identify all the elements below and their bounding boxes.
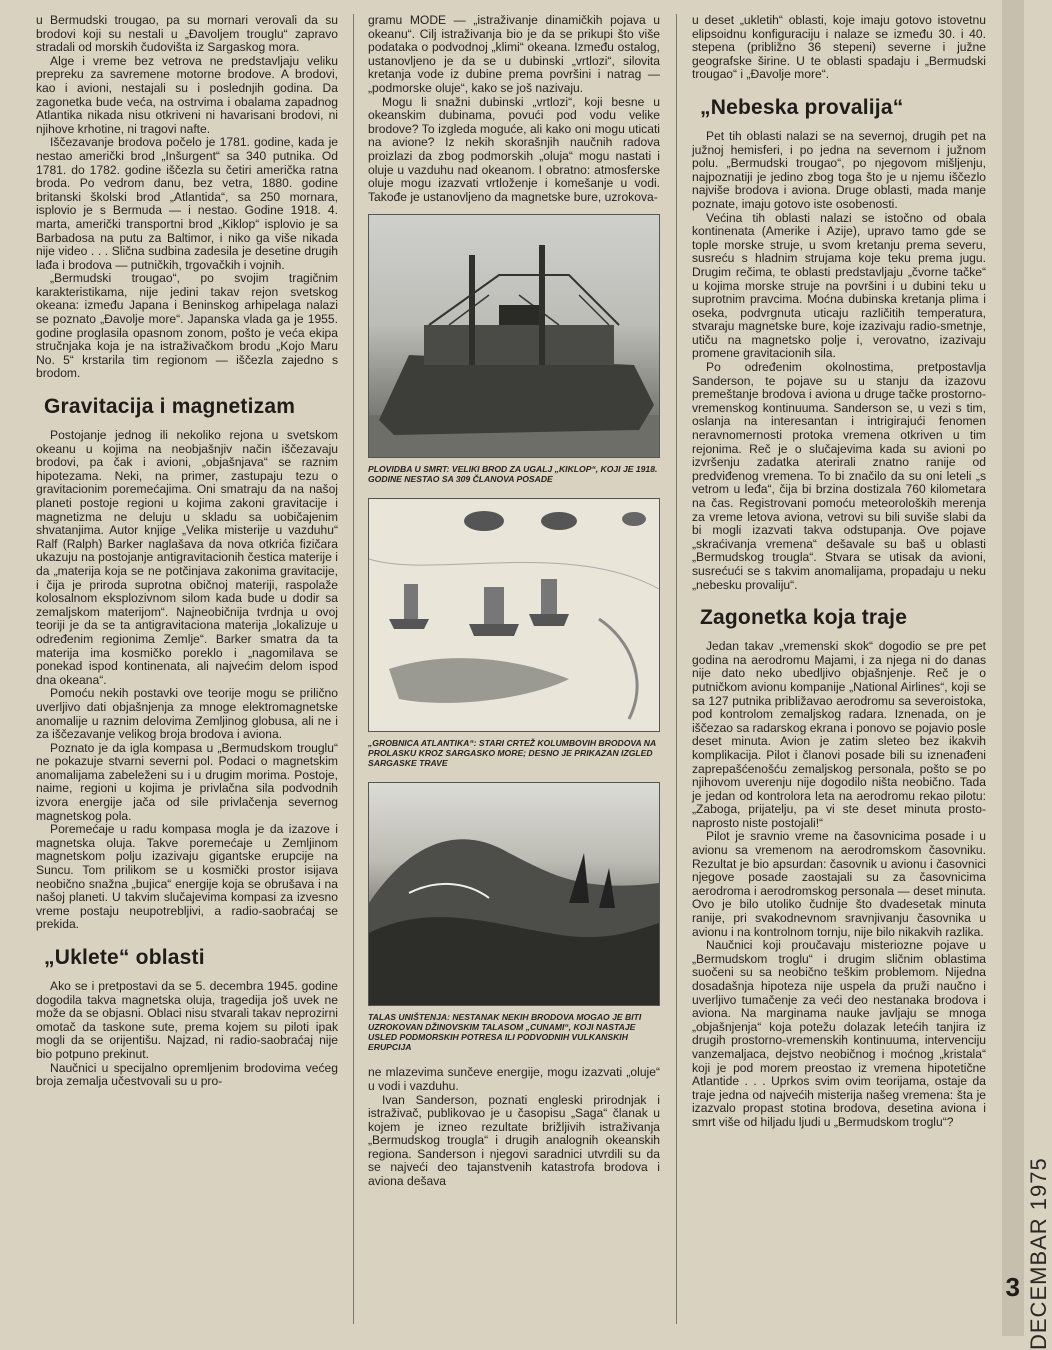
paragraph: u Bermudski trougao, pa su mornari verovali da su brodovi koji su nestali u „Đavoljem trouglu“ zapravo stradali od morskih čudovišta iz Sargaskog mora. <box>36 13 338 55</box>
page-number: 3 <box>1005 1272 1020 1302</box>
paragraph: Ako se i pretpostavi da se 5. decembra 1945. godine dogodila takva magnetska oluja, tragedija još uvek ne može da se objasni. Oblaci nisu stvarali takav neprozirni omotač da taskone sute, prema kojem su piloti ipak mogli da se orijentišu. Najzad, ni radio-saobraćaj nije bio potpuno prekinut. <box>36 979 338 1061</box>
column-rule-left <box>353 14 354 1324</box>
ship-photo <box>368 214 660 458</box>
cargo-ship-image <box>369 215 659 457</box>
paragraph: Naučnici koji proučavaju misteriozne pojave u „Bermudskom troglu“ i drugim sličnim oblastima suočeni su sa neobično teškim problemom. Nijedna dosadašnja hipoteza nije uspela da pruži naučno i uverljivo tumačenje za veći deo nestanaka brodova i aviona. Na marginama nauke javljaju se mnoga „objašnjenja“ koja potežu dolazak letećih tanjira iz drugih prostorno-vremenskih kontinuuma, intervenciju vanzemaljaca, dejstvo neobičnog i moćnog „kristala“ koji je pod morem preostao iz vremena hipotetične Atlantide . . . Uprkos svim ovim teorijama, ostaje da traje jedna od najvećih misterija našeg vremena: šta je izazvalo propast stotina brodova, desetina aviona i smrt više od hiljadu ljudi u „Bermudskom troglu“? <box>692 938 986 1129</box>
wave-photo <box>368 782 660 1006</box>
paragraph: Iščezavanje brodova počelo je 1781. godine, kada je nestao američki brod „Inšurgent“ sa 340 putnika. Od 1781. do 1782. godine iščezla su četiri američka ratna broda. Po vedrom danu, bez vetra, 1880. godine britanski školski brod „Atlantida“, sa 250 mornara, isplovio je s Bermuda — i nestao. Godine 1918. 4. marta, američki transportni brod „Kiklop“ isplovio je sa Barbadosa na putu za Baltimor, i niko ga više nikada nije video . . . Slična sudbina zadesila je desetine drugih lađa i brodova — putničkih, trgovačkih i vojnih. <box>36 135 338 272</box>
paragraph: Pilot je sravnio vreme na časovnicima posade i u avionu sa vremenom na aerodromskom časovniku. Rezultat je bio apsurdan: časovnik u avionu i časovnici njegove posade zaostajali su za časovnicima aerodroma i aerodromskog personala — deset minuta. Ovo je bilo utoliko čudnije što dvadesetak minuta ranije, pri svakodnevnom sravnjivanju časovnika u avionu i na kontrolnom tornju, nije bilo nikakvih razlika. <box>692 829 986 939</box>
paragraph: ne mlazevima sunčeve energije, mogu izazvati „oluje“ u vodi i vazduhu. <box>368 1065 660 1093</box>
section-heading: Zagonetka koja traje <box>700 606 908 630</box>
issue-date: DECEMBAR 1975 <box>1026 1157 1051 1350</box>
tsunami-image <box>369 783 659 1005</box>
paragraph: „Bermudski trougao“, po svojim tragičnim karakteristikama, nije jedini takav rejon svetskog okeana: između Japana i Beninskog arhipelaga nalazi se poznato „Đavolje more“. Japanska vlada ga je 1955. godine proglasila opasnom zonom, pošto je veća ekipa stručnjaka koja je na istraživačkom brodu „Kojo Maru No. 5“ krstarila tim regionom — iščezla zajedno s brodom. <box>36 271 338 381</box>
paragraph: u deset „ukletih“ oblasti, koje imaju gotovo istovetnu elipsoidnu konfiguraciju i nalaze se između 30. i 40. stepena (približno 36 stepeni) severne i južne geografske širine. U te oblasti spadaju i „Bermudski trougao“ i „Đavolje more“. <box>692 13 986 82</box>
columbus-ships-image <box>369 499 659 731</box>
paragraph: Postojanje jednog ili nekoliko rejona u svetskom okeanu u kojima na neobjašnjiv način iščezavaju brodovi, pa čak i avioni, „objašnjava“ se raznim hipotezama. Neki, na primer, zastupaju tezu o gravitacionim poremećajima. Oni smatraju da na našoj planeti postoje regioni u kojima zakoni gravitacije i magnetizma ne deluju u skladu sa uobičajenim shvatanjima. Autor knjige „Velika misterije u vazduhu“ Ralf (Ralph) Barker naglašava da nova otkrića fizičara ukazuju na postojanje antigravitacionih čestica materije i da „materija koja se ne potčinjava zakonima gravitacije, i čija je priroda suprotna običnoj materiji, raspolaže kolosalnom eksplozivnom silom kada bude u dodir sa zemaljskom materijom“. Najneobičnija tvrdnja u ovoj teoriji je da se ta antigravitaciona materija „lokalizuje u određenim regionima Zemlje“. Barker smatra da ta materija ima kosmičko poreklo i „nagomilava se ponekad ispod kontinenata, ali najvećim delom ispod dna okeana“. <box>36 428 338 687</box>
paragraph: Mogu li snažni dubinski „vrtlozi“, koji besne u okeanskim dubinama, povući pod vodu velike brodove? To izgleda moguće, ali kako oni mogu uticati na avione? Iz nekih skorašnjih naučnih radova proizlazi da zbog podmorskih „oluja“ mogu nastati i oluje u vazduhu nad okeanom. I obratno: atmosferske oluje mogu izazvati vrtloženje i komešanje u vodi. Takođe je ustanovljeno da magnetske bure, uzrokova- <box>368 94 660 204</box>
photo-caption: PLOVIDBA U SMRT: VELIKI BROD ZA UGALJ „KIKLOP“, KOJI JE 1918. GODINE NESTAO SA 309 ČLANOVA POSADE <box>368 464 658 485</box>
map-drawing <box>368 498 660 732</box>
paragraph: Jedan takav „vremenski skok“ dogodio se pre pet godina na aerodromu Majami, i za njega ni do danas nije dato neko ubedljivo objašnjenje. Reč je o putničkom avionu kompanije „National Airlines“, koji se sa 127 putnika približavao aerodromu sa severoistoka, pod kontrolom zemaljskog radara. Iznenada, on je iščezao sa radarskog ekrana i ponovo se pojavio posle deset minuta. Avion je zatim sleteo bez ikakvih komplikacija. Pilot i članovi posade bili su iznenađeni zaprepašćenošću zemaljskog personala, pošto se po njihovom uverenju nije dogodilo ništa neobično. Tada je jedan od kontrolora leta na aerodromu rekao pilotu: „Zaboga, prijatelju, pa vi ste deset minuta prosto-naprosto niste postojali!“ <box>692 639 986 830</box>
paragraph: gramu MODE — „istraživanje dinamičkih pojava u okeanu“. Cilj istraživanja bio je da se prikupi što više podataka o podvodnoj „klimi“ okeana. Između ostalog, ustanovljeno je da se u dubinski „vrtlozi“, silovita kretanja vode iz dubine prema površini i natrag — „podmorske oluje“, kako se još nazivaju. <box>368 13 660 95</box>
paragraph: Pomoću nekih postavki ove teorije mogu se prilično uverljivo dati objašnjenja za mnoge elektromagnetske anomalije u raznim delovima Zemljinog globusa, ali ne i za iščezavanje velikog broja brodova i aviona. <box>36 686 338 742</box>
paragraph: Poznato je da igla kompasa u „Bermudskom trouglu“ ne pokazuje stvarni severni pol. Podaci o magnetskim anomalijama zabeleženi su i u drugim morima. Postoje, naime, regioni u kojima je privlačna sila podvodnih izvora energije jača od sile privlačenja severnog magnetskog pola. <box>36 740 338 823</box>
photo-caption: TALAS UNIŠTENJA: NESTANAK NEKIH BRODOVA MOGAO JE BITI UZROKOVAN DŽINOVSKIM TALASOM „CUNAMI“, KOJI NASTAJE USLED PODMORSKIH POTRESA ILI PODVODNIH VULKANSKIH ERUPCIJA <box>368 1012 642 1053</box>
paragraph: Poremećaje u radu kompasa mogla je da izazove i magnetska oluja. Takve poremećaje u Zemljinom magnetskom polju izazivaju gigantske erupcije na Suncu. Tom prilikom se u kosmički prostor isijava neobično snažna „bujica“ energije koja se obrušava i na našoj planeti. U takvim slučajevima kompasi za izvesno vreme postaju neupotrebljivi, a radio-saobraćaj se prekida. <box>36 822 338 932</box>
column-rule-right <box>676 14 677 1324</box>
paragraph: Naučnici u specijalno opremljenim brodovima većeg broja zemalja učestvovali su u pro- <box>36 1060 338 1089</box>
paragraph: Alge i vreme bez vetrova ne predstavljaju veliku prepreku za savremene motorne brodove. A brodovi, kao i avioni, nestajali su i poslednjih godina. Da zagonetka bude veća, na ostrvima i obalama zapadnog Atlantika nikada nisu otkriveni ni havarisani brodovi, ni njihove krhotine, ni tragovi nafte. <box>36 53 338 136</box>
paragraph: Pet tih oblasti nalazi se na severnoj, drugih pet na južnoj hemisferi, i po jedna na severnom i južnom polu. „Bermudski trougao“, po njegovom mišljenju, najpoznatiji je jedino zbog toga što je u njemu iščezlo najviše brodova i aviona. Druge oblasti, mada manje poznate, imaju gotovo iste osobenosti. <box>692 128 986 211</box>
column-3 <box>692 14 986 1130</box>
section-heading: Gravitacija i magnetizam <box>44 395 296 419</box>
column-1 <box>36 14 338 1089</box>
section-heading: „Uklete“ oblasti <box>44 946 205 969</box>
paragraph: Većina tih oblasti nalazi se istočno od obala kontinenata (Amerike i Azije), upravo tamo gde se tople morske struje, u svom kretanju prema severu, susreću s hladnim strujama koje teku prema jugu. Drugim rečima, te oblasti predstavljaju „čvorne tačke“ u kojima morske struje na površini i u dubini teku u suprotnim pravcima. Moćna dubinska kretanja plima i oseka, podvrgnuta uticaju različitih temperatura, stvaraju magnetske bure, koje izazivaju radio-smetnje, utiču na magnetsko polje i, verovatno, izazivaju promene gravitacionih sila. <box>692 210 986 361</box>
paragraph: Ivan Sanderson, poznati engleski prirodnjak i istraživač, publikovao je u časopisu „Saga“ članak u kojem je izneo rezultate brižljivih istraživanja „Bermudskog trougla“ i drugih analognih okeanskih regiona. Sanderson i njegovi saradnici utvrdili su da se najveći deo tajanstvenih katastrofa brodova i aviona dešava <box>368 1092 660 1189</box>
photo-caption: „GROBNICA ATLANTIKA“: STARI CRTEŽ KOLUMBOVIH BRODOVA NA PROLASKU KROZ SARGASKO MORE; DESNO JE PRIKAZAN IZGLED SARGASKE TRAVE <box>368 738 656 769</box>
section-heading: „Nebeska provalija“ <box>700 95 904 119</box>
paragraph: Po određenim okolnostima, pretpostavlja Sanderson, te pojave su u stanju da izazovu premeštanje brodova i aviona u druge tačke prostorno-vremenskog kontinuuma. Sanderson se, u vezi s tim, oslanja na interesantan i intrigirajući fenomen neravnomernosti protoka vremena otkriven u tim rejonima. Reč je o slučajevima kada su avioni po izvršenju zadatka aterirali znatno ranije od predviđenog vremena. To bi značilo da su oni leteli „s vetrom u leđa“, čija bi brzina dostizala 760 kilometara na čas. Registrovani pomoću meteoroloških merenja za vreme letova aviona, vetrovi su bili suviše slabi da bi mogli izazvati takva odstupanja. Ove pojave „skraćivanja vremena“ dešavale su baš u oblasti „Bermudskog trougla“. Stvara se utisak da avioni, susrećući se s takvim anomalijama, propadaju u neku „nebesku provaliju“. <box>692 360 986 592</box>
page-edge-strip <box>1002 0 1024 1336</box>
column-2 <box>368 14 660 1189</box>
